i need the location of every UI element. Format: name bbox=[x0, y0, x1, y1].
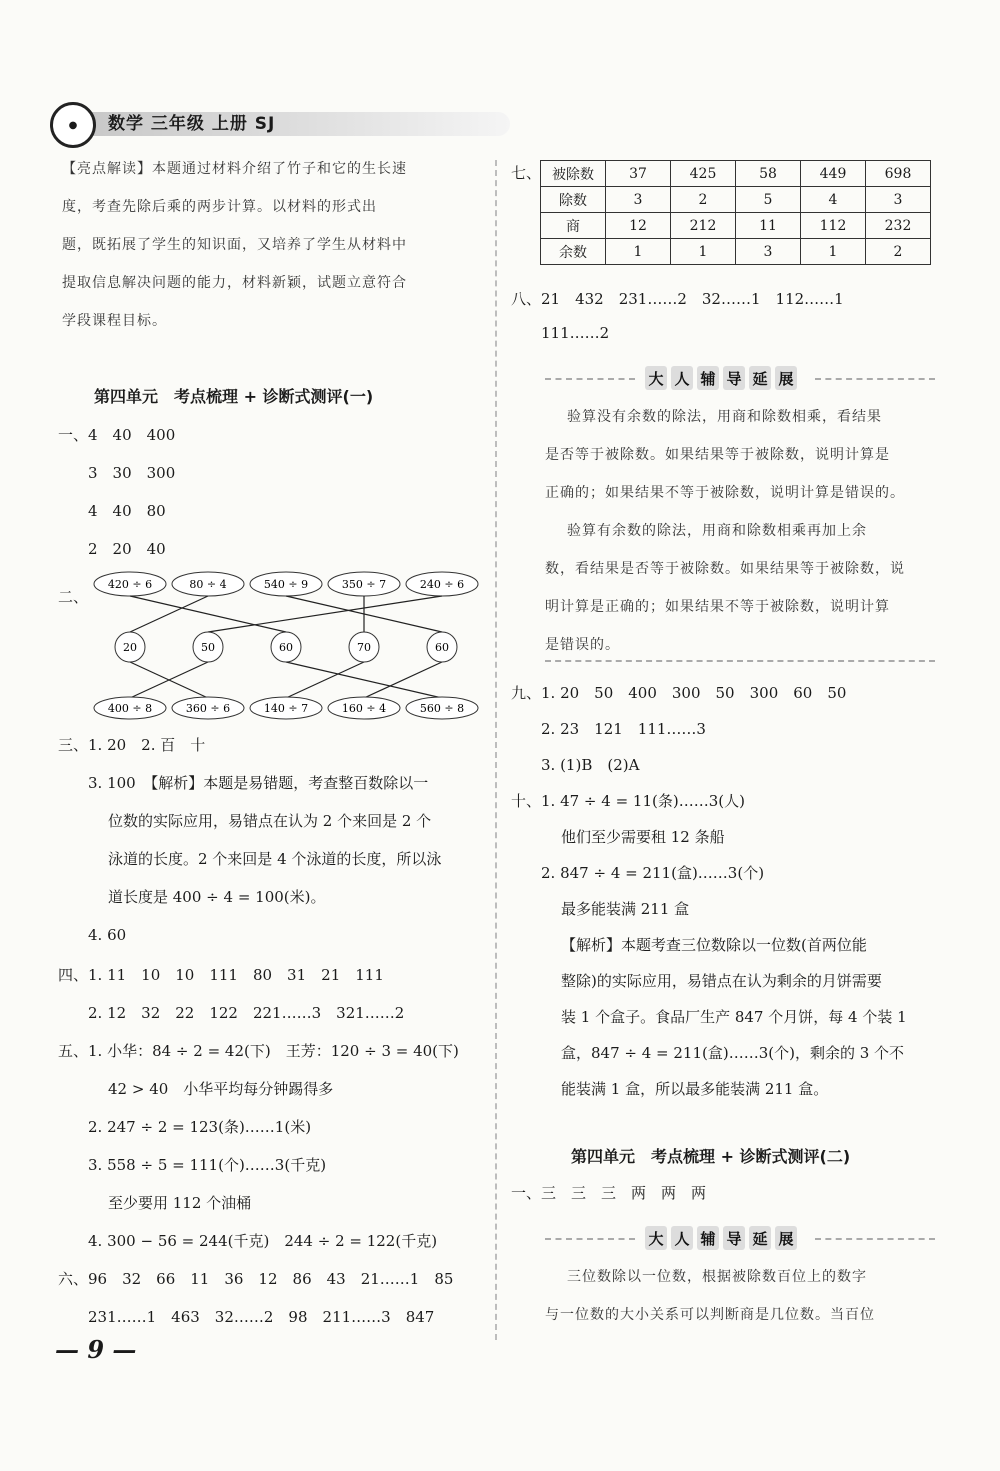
answer-line: 装 1 个盒子。食品厂生产 847 个月饼，每 4 个装 1 bbox=[561, 1008, 907, 1026]
answer-line: 盒，847 ÷ 4 = 211(盒)……3(个)，剩余的 3 个不 bbox=[561, 1044, 905, 1062]
banner-rule bbox=[545, 378, 635, 380]
fudao-line: 三位数除以一位数，根据被除数百位上的数字 bbox=[567, 1269, 867, 1285]
answer-line: 【解析】本题考查三位数除以一位数(首两位能 bbox=[561, 936, 867, 954]
leaf-item bbox=[328, 572, 400, 596]
answer-line: 五、1. 小华：84 ÷ 2 = 42(下) 王芳：120 ÷ 3 = 40(下) bbox=[58, 1042, 459, 1060]
page-header bbox=[50, 100, 500, 150]
answer-line: 三、1. 20 2. 百 十 bbox=[58, 736, 206, 754]
fudao-end-rule bbox=[545, 660, 935, 662]
leaf-item bbox=[172, 572, 244, 596]
table-cell: 4 bbox=[801, 187, 866, 213]
leaf-item bbox=[406, 697, 478, 719]
table-cell: 232 bbox=[866, 213, 931, 239]
flower-item bbox=[115, 632, 145, 662]
division-table bbox=[540, 160, 931, 265]
fudao-banner bbox=[645, 363, 797, 393]
answer-line: 42 > 40 小华平均每分钟踢得多 bbox=[108, 1080, 334, 1098]
banner-char: 辅 bbox=[697, 366, 719, 390]
table-cell: 被除数 bbox=[541, 161, 606, 187]
leaf-item bbox=[172, 697, 244, 719]
liangdian-line: 度，考查先除后乘的两步计算。以材料的形式出 bbox=[62, 199, 377, 215]
leaf-label: 360 ÷ 6 bbox=[185, 702, 231, 715]
answer-line: 一、三 三 三 两 两 两 bbox=[511, 1184, 707, 1202]
answer-line: 整除)的实际应用，易错点在认为剩余的月饼需要 bbox=[561, 972, 882, 990]
banner-rule bbox=[815, 1238, 935, 1240]
table-cell: 余数 bbox=[541, 239, 606, 265]
answer-line: 2. 247 ÷ 2 = 123(条)……1(米) bbox=[88, 1118, 312, 1136]
flower-label: 60 bbox=[435, 641, 449, 654]
banner-char: 导 bbox=[723, 366, 745, 390]
table-cell: 除数 bbox=[541, 187, 606, 213]
banner-char: 辅 bbox=[697, 1226, 719, 1250]
matching-diagram bbox=[88, 570, 488, 720]
leaf-row-top bbox=[94, 572, 478, 596]
table-cell: 3 bbox=[736, 239, 801, 265]
banner-char: 展 bbox=[775, 1226, 797, 1250]
table-cell: 2 bbox=[866, 239, 931, 265]
fudao-line: 是错误的。 bbox=[545, 637, 620, 653]
answer-line: 2. 23 121 111……3 bbox=[541, 720, 706, 738]
leaf-row-bottom bbox=[94, 697, 478, 719]
answer-line: 他们至少需要租 12 条船 bbox=[561, 828, 725, 846]
leaf-label: 400 ÷ 8 bbox=[107, 702, 153, 715]
table-cell: 12 bbox=[606, 213, 671, 239]
table-cell: 3 bbox=[606, 187, 671, 213]
answer-line: 4 40 80 bbox=[88, 502, 166, 520]
answer-line: 4. 60 bbox=[88, 926, 127, 944]
answer-line: 九、1. 20 50 400 300 50 300 60 50 bbox=[511, 684, 847, 702]
unit-title: 第四单元 考点梳理 + 诊断式测评(二) bbox=[571, 1147, 851, 1166]
table-cell: 11 bbox=[736, 213, 801, 239]
banner-char: 大 bbox=[645, 366, 667, 390]
liangdian-line: 题，既拓展了学生的知识面，又培养了学生从材料中 bbox=[62, 237, 407, 253]
table-cell: 58 bbox=[736, 161, 801, 187]
leaf-label: 350 ÷ 7 bbox=[341, 578, 387, 591]
answer-line: 八、21 432 231……2 32……1 112……1 bbox=[511, 290, 844, 308]
banner-char: 大 bbox=[645, 1226, 667, 1250]
answer-line: 3. 558 ÷ 5 = 111(个)……3(千克) bbox=[88, 1156, 327, 1174]
table-cell: 2 bbox=[671, 187, 736, 213]
brand-logo-icon: ● bbox=[50, 102, 96, 148]
leaf-label: 240 ÷ 6 bbox=[419, 578, 465, 591]
table-cell: 5 bbox=[736, 187, 801, 213]
table-row bbox=[541, 161, 931, 187]
leaf-label: 160 ÷ 4 bbox=[341, 702, 387, 715]
table-row bbox=[541, 239, 931, 265]
table-cell: 112 bbox=[801, 213, 866, 239]
banner-char: 人 bbox=[671, 366, 693, 390]
fudao-line: 明计算是正确的；如果结果不等于被除数，说明计算 bbox=[545, 599, 890, 615]
banner-char: 人 bbox=[671, 1226, 693, 1250]
flower-row bbox=[115, 632, 457, 662]
answer-line: 3 30 300 bbox=[88, 464, 176, 482]
leaf-item bbox=[406, 572, 478, 596]
section-label: 二、 bbox=[58, 588, 89, 606]
section-label: 七、 bbox=[511, 164, 542, 182]
answer-line: 一、4 40 400 bbox=[58, 426, 176, 444]
fudao-line: 验算没有余数的除法，用商和除数相乘，看结果 bbox=[567, 409, 882, 425]
table-cell: 1 bbox=[671, 239, 736, 265]
leaf-label: 540 ÷ 9 bbox=[263, 578, 309, 591]
table-row bbox=[541, 187, 931, 213]
answer-line: 位数的实际应用，易错点在认为 2 个来回是 2 个 bbox=[108, 812, 432, 830]
leaf-item bbox=[328, 697, 400, 719]
table-row bbox=[541, 213, 931, 239]
fudao-line: 验算有余数的除法，用商和除数相乘再加上余 bbox=[567, 523, 867, 539]
answer-line: 能装满 1 盒，所以最多能装满 211 盒。 bbox=[561, 1080, 829, 1098]
answer-line: 泳道的长度。2 个来回是 4 个泳道的长度，所以泳 bbox=[108, 850, 442, 868]
leaf-label: 140 ÷ 7 bbox=[263, 702, 309, 715]
answer-line: 111……2 bbox=[541, 324, 610, 342]
unit-title: 第四单元 考点梳理 + 诊断式测评(一) bbox=[94, 387, 374, 406]
answer-line: 2. 12 32 22 122 221……3 321……2 bbox=[88, 1004, 405, 1022]
table-cell: 1 bbox=[606, 239, 671, 265]
answer-line: 最多能装满 211 盒 bbox=[561, 900, 690, 918]
banner-char: 延 bbox=[749, 1226, 771, 1250]
leaf-item bbox=[250, 697, 322, 719]
flower-item bbox=[271, 632, 301, 662]
fudao-line: 数，看结果是否等于被除数。如果结果等于被除数，说 bbox=[545, 561, 905, 577]
leaf-item bbox=[94, 572, 166, 596]
answer-line: 至少要用 112 个油桶 bbox=[108, 1194, 252, 1212]
flower-label: 50 bbox=[201, 641, 215, 654]
flower-item bbox=[349, 632, 379, 662]
answer-line: 2 20 40 bbox=[88, 540, 166, 558]
fudao-line: 正确的；如果结果不等于被除数，说明计算是错误的。 bbox=[545, 485, 905, 501]
banner-rule bbox=[545, 1238, 635, 1240]
table-cell: 698 bbox=[866, 161, 931, 187]
answer-line: 3. (1)B (2)A bbox=[541, 756, 640, 774]
answer-line: 3. 100 【解析】本题是易错题，考查整百数除以一 bbox=[88, 774, 429, 792]
leaf-label: 80 ÷ 4 bbox=[189, 578, 227, 591]
table-cell: 37 bbox=[606, 161, 671, 187]
page-number: — 9 — bbox=[55, 1335, 137, 1364]
answer-line: 六、96 32 66 11 36 12 86 43 21……1 85 bbox=[58, 1270, 454, 1288]
flower-item bbox=[193, 632, 223, 662]
flower-label: 60 bbox=[279, 641, 293, 654]
answer-line: 道长度是 400 ÷ 4 = 100(米)。 bbox=[108, 888, 326, 906]
banner-char: 延 bbox=[749, 366, 771, 390]
liangdian-line: 【亮点解读】本题通过材料介绍了竹子和它的生长速 bbox=[62, 161, 407, 177]
table-cell: 3 bbox=[866, 187, 931, 213]
banner-rule bbox=[815, 378, 935, 380]
fudao-line: 是否等于被除数。如果结果等于被除数，说明计算是 bbox=[545, 447, 890, 463]
fudao-line: 与一位数的大小关系可以判断商是几位数。当百位 bbox=[545, 1307, 875, 1323]
banner-char: 导 bbox=[723, 1226, 745, 1250]
leaf-label: 420 ÷ 6 bbox=[107, 578, 153, 591]
table-cell: 商 bbox=[541, 213, 606, 239]
answer-line: 231……1 463 32……2 98 211……3 847 bbox=[88, 1308, 435, 1326]
header-title: 数学 三年级 上册 SJ bbox=[108, 114, 276, 134]
leaf-item bbox=[250, 572, 322, 596]
fudao-banner bbox=[645, 1223, 797, 1253]
answer-line: 4. 300 − 56 = 244(千克) 244 ÷ 2 = 122(千克) bbox=[88, 1232, 438, 1250]
flower-label: 70 bbox=[357, 641, 371, 654]
liangdian-line: 提取信息解决问题的能力，材料新颖，试题立意符合 bbox=[62, 275, 407, 291]
answer-line: 四、1. 11 10 10 111 80 31 21 111 bbox=[58, 966, 384, 984]
table-cell: 425 bbox=[671, 161, 736, 187]
table-cell: 449 bbox=[801, 161, 866, 187]
table-cell: 212 bbox=[671, 213, 736, 239]
flower-label: 20 bbox=[123, 641, 137, 654]
answer-line: 十、1. 47 ÷ 4 = 11(条)……3(人) bbox=[511, 792, 745, 810]
banner-char: 展 bbox=[775, 366, 797, 390]
leaf-item bbox=[94, 697, 166, 719]
flower-item bbox=[427, 632, 457, 662]
liangdian-line: 学段课程目标。 bbox=[62, 313, 167, 329]
column-divider bbox=[495, 160, 497, 1340]
table-cell: 1 bbox=[801, 239, 866, 265]
answer-line: 2. 847 ÷ 4 = 211(盒)……3(个) bbox=[541, 864, 765, 882]
leaf-label: 560 ÷ 8 bbox=[419, 702, 465, 715]
